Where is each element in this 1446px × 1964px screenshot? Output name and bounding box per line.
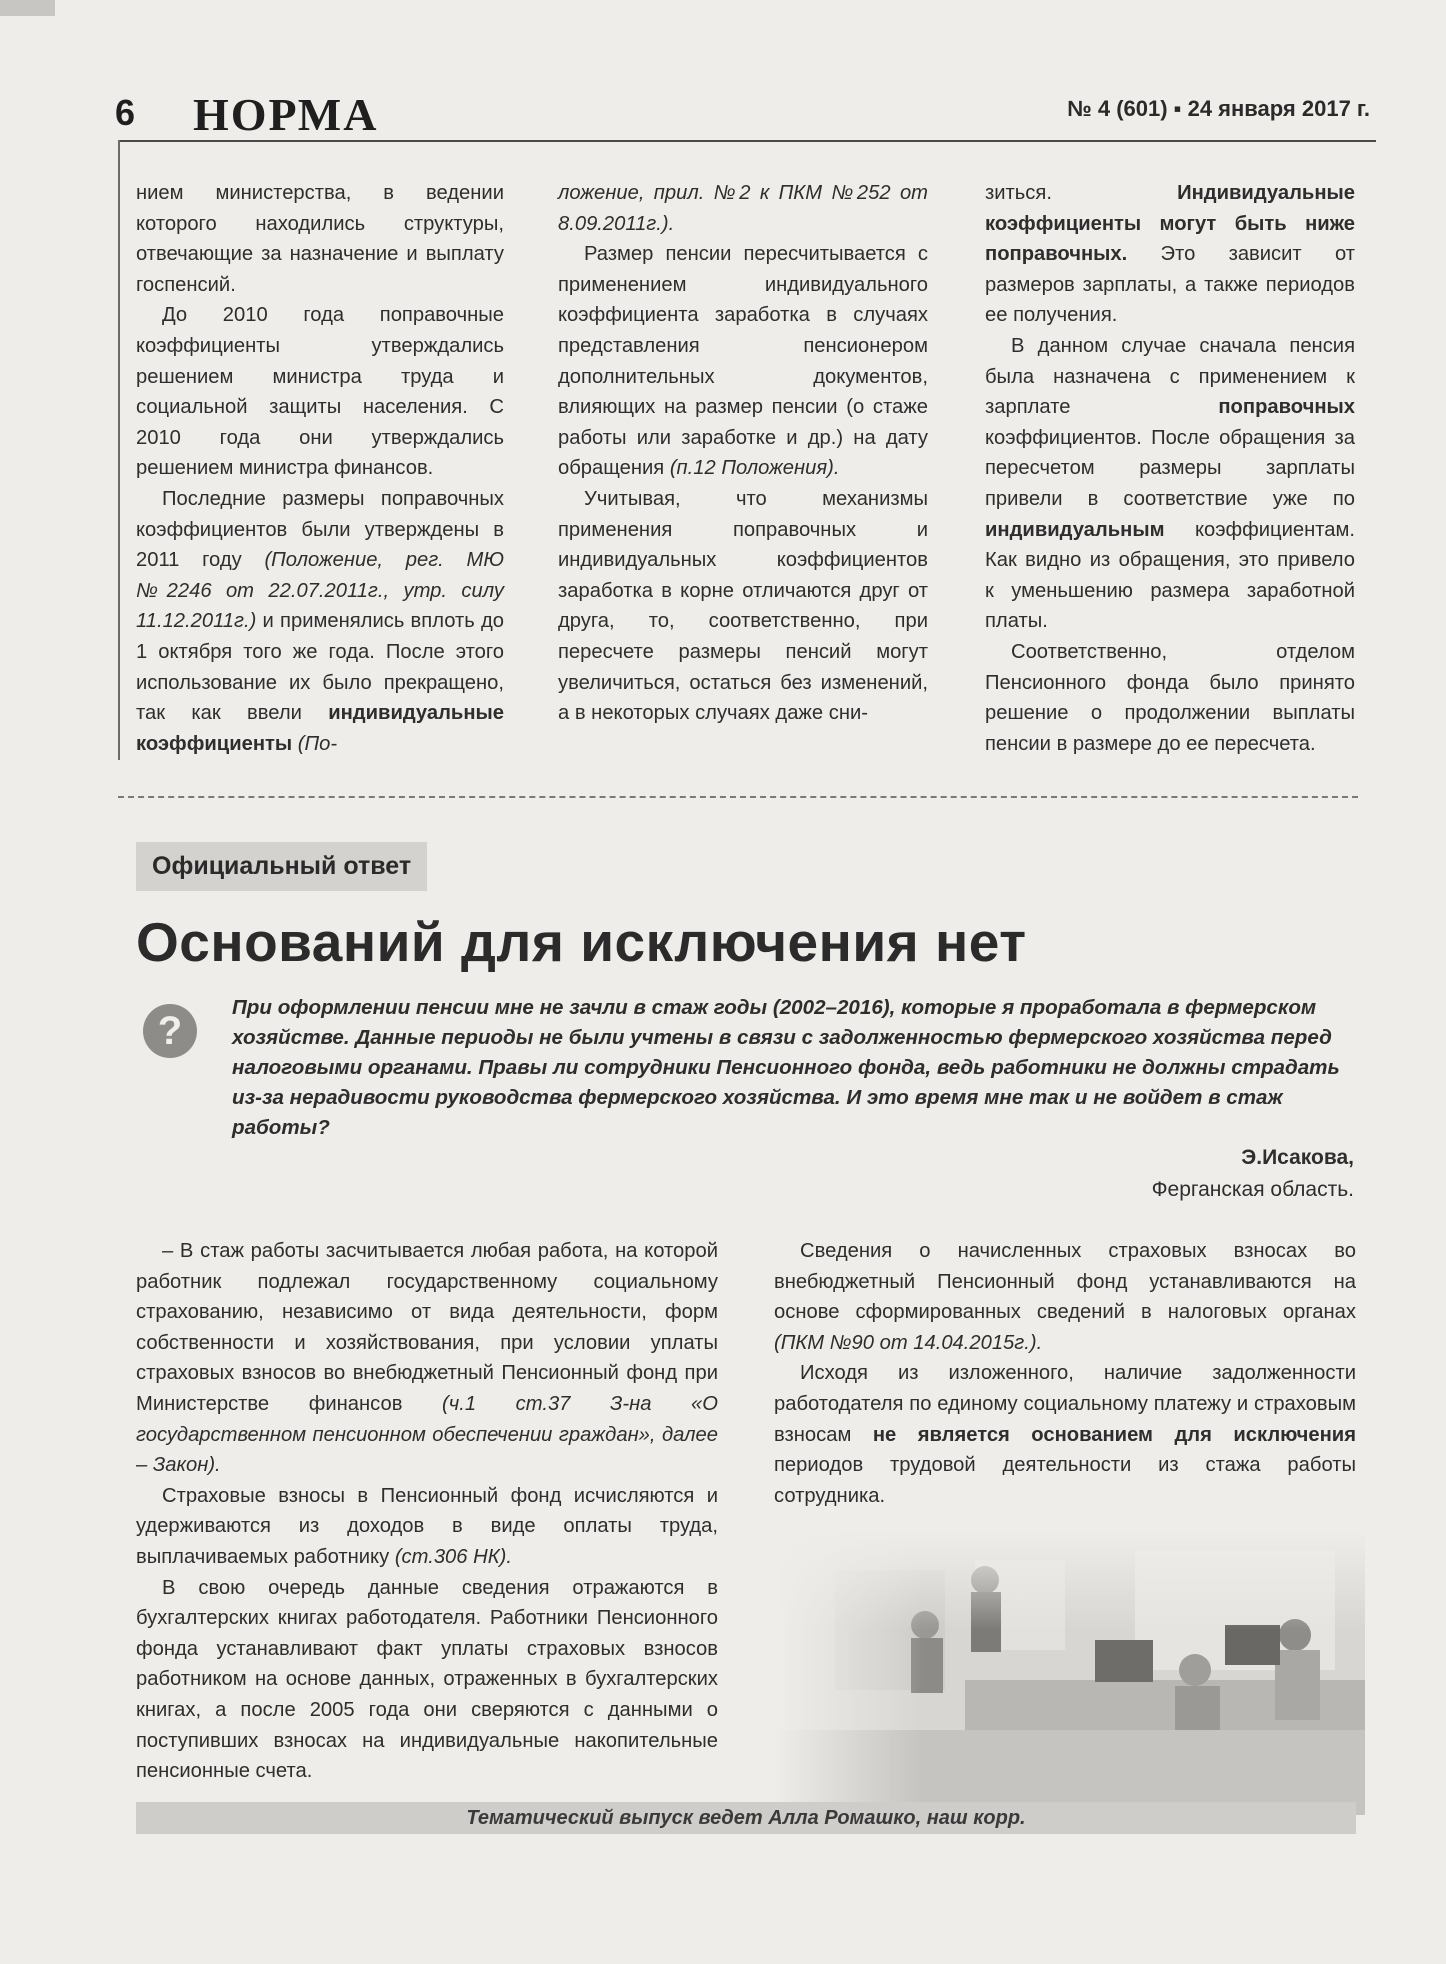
paragraph xyxy=(985,331,1355,637)
citation: (ч.1 ст.37 З-на «О государственном пенсионном обеспечении граждан», далее – Закон). xyxy=(136,1392,718,1477)
paragraph xyxy=(985,178,1355,331)
citation: (ст.306 НК). xyxy=(394,1545,512,1568)
answer-column-1 xyxy=(136,1236,718,1787)
emphasis: не является основанием для исключения xyxy=(872,1423,1356,1446)
paragraph xyxy=(136,484,504,759)
citation: (ПКМ №90 от 14.04.2015г.). xyxy=(774,1331,1043,1354)
issue-credit: Тематический выпуск ведет Алла Ромашко, наш корр. xyxy=(136,1802,1356,1834)
masthead-title: НОРМА xyxy=(193,89,379,140)
answer-column-2 xyxy=(774,1236,1356,1511)
emphasis: индивидуальные коэффициенты xyxy=(136,702,504,755)
article-headline: Оснований для исключения нет xyxy=(136,911,1027,973)
question-mark-icon: ? xyxy=(143,1004,197,1058)
text-run: Последние размеры поправочных коэффициентов были утверждены в 2011 году xyxy=(136,487,504,572)
text-run: В данном случае сначала пенсия была назначена с применением к зарплате xyxy=(985,334,1355,419)
citation: (По- xyxy=(292,732,338,755)
text-run: Это зависит от размеров зарплаты, а также периодов ее получения. xyxy=(985,243,1355,327)
citation: (Положение, рег. МЮ №2246 от 22.07.2011г., утр. силу 11.12.2011г.) xyxy=(136,549,504,633)
citation: (п.12 Положения). xyxy=(669,457,840,480)
office-photo xyxy=(775,1530,1365,1815)
section-divider xyxy=(118,796,1358,798)
page-number: 6 xyxy=(115,92,136,133)
paragraph: В свою очередь данные сведения отражаются в бухгалтерских книгах работодателя. Работники Пенсионного фонда устанавливают факт уплаты страховых взносов работником на основе данных, отраженных в бухгалтерских книгах, а после 2005 года они сверяются с данными о поступивших взносах на индивидуальные накопительные пенсионные счета. xyxy=(136,1576,718,1783)
paragraph: До 2010 года поправочные коэффициенты утверждались решением министра труда и социальной защиты населения. С 2010 года они утверждались решением министра финансов. xyxy=(136,304,504,480)
text-run: зиться. xyxy=(985,182,1178,204)
paragraph xyxy=(774,1236,1356,1358)
paragraph: Учитывая, что механизмы применения поправочных и индивидуальных коэффициентов заработка в корне отличаются друг от друга, то, соответственно, при пересчете размеры пенсий могут увеличиться, остаться без изменений, а в некоторых случаях даже сни- xyxy=(558,487,928,725)
section-label: Официальный ответ xyxy=(136,842,427,891)
emphasis: индивидуальным xyxy=(985,518,1165,541)
question-author xyxy=(1152,1142,1354,1206)
text-run: Размер пенсии пересчитывается с применением индивидуального коэффициента заработка в случаях представления пенсионером дополнительных документов, влияющих на размер пенсии (о стаже работы или заработке и др.) на дату обращения xyxy=(558,243,928,480)
text-run: периодов трудовой деятельности из стажа работы сотрудника. xyxy=(774,1454,1356,1507)
text-run: Страховые взносы в Пенсионный фонд исчисляются и удерживаются из доходов в виде оплаты труда, выплачиваемых работнику xyxy=(136,1484,718,1568)
text-run: и применялись вплоть до 1 октября того же года. После этого использование их было прекращено, так как ввели xyxy=(136,610,504,725)
text-run: Исходя из изложенного, наличие задолженности работодателя по единому социальному платежу и страховым взносам xyxy=(774,1362,1356,1446)
emphasis: поправочных xyxy=(1218,396,1355,419)
header-rule xyxy=(118,140,1376,142)
paragraph: нием министерства, в ведении которого находились структуры, отвечающие за назначение и выплату госпенсий. xyxy=(136,182,504,296)
text-run: – В стаж работы засчитывается любая работа, на которой работник подлежал государственному социальному страхованию, независимо от вида деятельности, форм собственности и хозяйствования, при условии уплаты страховых взносов во внебюджетный Пенсионный фонд при Министерстве финансов xyxy=(136,1240,718,1415)
top-column-1 xyxy=(136,178,504,759)
text-run: коэффициентам. Как видно из обращения, это привело к уменьшению размера заработной платы. xyxy=(985,518,1355,633)
top-column-2 xyxy=(558,178,928,729)
text-run: Сведения о начисленных страховых взносах во внебюджетный Пенсионный фонд устанавливаются на основе сформированных сведений в налоговых органах xyxy=(774,1240,1356,1324)
issue-info: № 4 (601) ▪ 24 января 2017 г. xyxy=(1067,96,1370,121)
paragraph xyxy=(774,1358,1356,1511)
emphasis: Индивидуальные коэффициенты могут быть ниже поправочных. xyxy=(985,182,1355,266)
paragraph xyxy=(136,1481,718,1573)
author-name: Э.Исакова, xyxy=(1241,1146,1354,1169)
paragraph xyxy=(558,239,928,484)
top-column-3 xyxy=(985,178,1355,759)
left-vertical-rule xyxy=(118,140,120,760)
paragraph xyxy=(136,1236,718,1481)
text-run: коэффициентов. После обращения за пересчетом размеры зарплаты привели в соответствие уже по xyxy=(985,426,1355,510)
reader-question: При оформлении пенсии мне не зачли в стаж годы (2002–2016), которые я проработала в фермерском хозяйстве. Данные периоды не были учтены в связи с задолженностью фермерского хозяйства перед налоговыми органами. Правы ли сотрудники Пенсионного фонда, ведь работники не должны страдать из-за нерадивости руководства фермерского хозяйства. И это время мне так и не войдет в стаж работы? xyxy=(232,996,1340,1139)
page-corner-mark xyxy=(0,0,55,16)
author-region: Ферганская область. xyxy=(1151,1178,1354,1201)
paragraph: Соответственно, отделом Пенсионного фонда было принято решение о продолжении выплаты пенсии в размере до ее пересчета. xyxy=(985,640,1355,755)
citation: ложение, прил. №2 к ПКМ №252 от 8.09.2011г.). xyxy=(558,182,928,235)
